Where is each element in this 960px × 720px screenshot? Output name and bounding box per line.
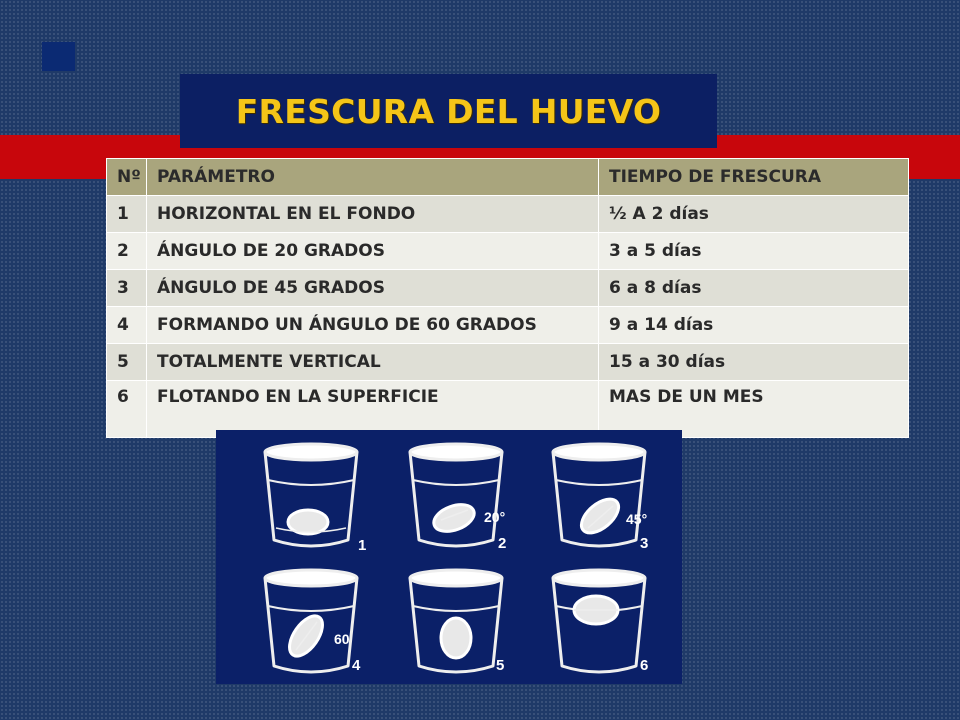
glass-2 — [410, 444, 506, 552]
egg-glasses-illustration — [216, 430, 682, 684]
row-freshness-time: MAS DE UN MES — [599, 381, 909, 438]
row-freshness-time: 9 a 14 días — [599, 307, 909, 344]
row-freshness-time: 6 a 8 días — [599, 270, 909, 307]
row-parameter: ÁNGULO DE 45 GRADOS — [147, 270, 599, 307]
table-row — [107, 270, 909, 307]
freshness-table-grid — [106, 158, 909, 438]
row-freshness-time: 15 a 30 días — [599, 344, 909, 381]
row-number: 4 — [107, 307, 147, 344]
glass-angle-label: 20° — [484, 509, 506, 525]
glass-6 — [553, 570, 648, 674]
glass-4 — [265, 570, 361, 674]
row-number: 6 — [107, 381, 147, 438]
glass-number: 3 — [640, 535, 649, 552]
freshness-table — [106, 158, 909, 430]
glass-angle-label: 45° — [626, 511, 648, 527]
row-number: 3 — [107, 270, 147, 307]
title-box — [180, 74, 717, 148]
glass-number: 6 — [640, 657, 649, 674]
row-parameter: HORIZONTAL EN EL FONDO — [147, 196, 599, 233]
table-row — [107, 344, 909, 381]
row-freshness-time: 3 a 5 días — [599, 233, 909, 270]
row-parameter: FORMANDO UN ÁNGULO DE 60 GRADOS — [147, 307, 599, 344]
glass-3 — [553, 444, 648, 552]
row-parameter: ÁNGULO DE 20 GRADOS — [147, 233, 599, 270]
row-parameter: TOTALMENTE VERTICAL — [147, 344, 599, 381]
header-parameter: PARÁMETRO — [147, 159, 599, 196]
row-number: 2 — [107, 233, 147, 270]
row-freshness-time: ½ A 2 días — [599, 196, 909, 233]
corner-square — [42, 42, 75, 71]
header-freshness-time: TIEMPO DE FRESCURA — [599, 159, 909, 196]
glass-5 — [410, 570, 504, 674]
glass-number: 5 — [496, 657, 505, 674]
glass-number: 1 — [358, 537, 367, 554]
glass-1 — [265, 444, 366, 554]
slide-title: FRESCURA DEL HUEVO — [235, 91, 662, 131]
table-header-row — [107, 159, 909, 196]
row-number: 1 — [107, 196, 147, 233]
glass-number: 4 — [352, 657, 361, 674]
row-parameter: FLOTANDO EN LA SUPERFICIE — [147, 381, 599, 438]
row-number: 5 — [107, 344, 147, 381]
header-number: Nº — [107, 159, 147, 196]
glass-angle-label: 60 — [334, 631, 350, 647]
table-row — [107, 381, 909, 438]
egg-glasses-drawing — [216, 430, 682, 684]
table-row — [107, 196, 909, 233]
table-row — [107, 307, 909, 344]
glass-number: 2 — [498, 535, 507, 552]
table-row — [107, 233, 909, 270]
